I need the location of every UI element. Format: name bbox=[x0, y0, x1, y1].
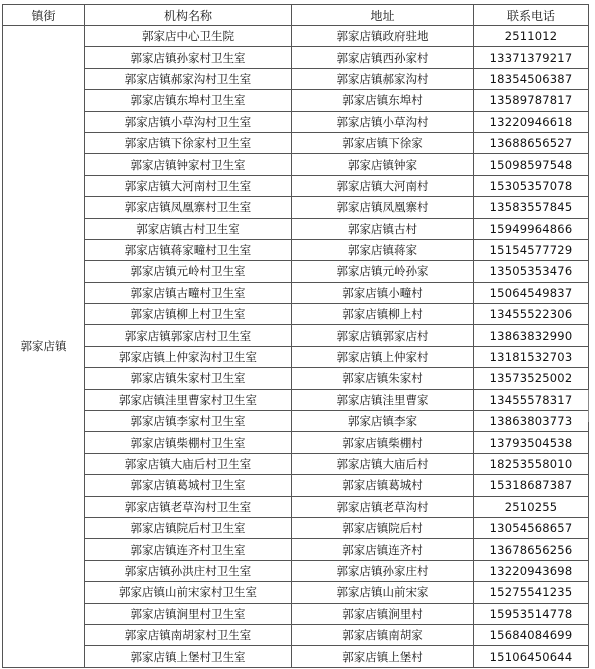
table-row bbox=[3, 646, 589, 667]
phone-cell: 15318687387 bbox=[474, 475, 589, 496]
institution-name-cell: 郭家店镇李家村卫生室 bbox=[85, 411, 292, 432]
table-row bbox=[3, 475, 589, 496]
address-cell: 郭家店镇洼里曹家 bbox=[292, 389, 474, 410]
phone-cell: 15684084699 bbox=[474, 624, 589, 645]
phone-cell: 13793504538 bbox=[474, 432, 589, 453]
institution-name-cell: 郭家店镇老草沟村卫生室 bbox=[85, 496, 292, 517]
table-row bbox=[3, 154, 589, 175]
address-cell: 郭家店镇院后村 bbox=[292, 517, 474, 538]
phone-cell: 13678656256 bbox=[474, 539, 589, 560]
institution-name-cell: 郭家店镇柴棚村卫生室 bbox=[85, 432, 292, 453]
address-cell: 郭家店镇小草沟村 bbox=[292, 111, 474, 132]
phone-cell: 2510255 bbox=[474, 496, 589, 517]
phone-cell: 18253558010 bbox=[474, 453, 589, 474]
institution-name-cell: 郭家店镇下徐家村卫生室 bbox=[85, 132, 292, 153]
address-cell: 郭家店镇老草沟村 bbox=[292, 496, 474, 517]
address-cell: 郭家店镇涧里村 bbox=[292, 603, 474, 624]
table-row bbox=[3, 432, 589, 453]
header-phone: 联系电话 bbox=[474, 5, 589, 26]
phone-cell: 13589787817 bbox=[474, 90, 589, 111]
phone-cell: 13688656527 bbox=[474, 132, 589, 153]
address-cell: 郭家店镇大河南村 bbox=[292, 175, 474, 196]
clinic-directory-table bbox=[2, 4, 589, 668]
phone-cell: 15305357078 bbox=[474, 175, 589, 196]
address-cell: 郭家店镇柴棚村 bbox=[292, 432, 474, 453]
institution-name-cell: 郭家店镇朱家村卫生室 bbox=[85, 368, 292, 389]
table-row bbox=[3, 346, 589, 367]
address-cell: 郭家店镇元岭孙家 bbox=[292, 261, 474, 282]
table-row bbox=[3, 517, 589, 538]
phone-cell: 18354506387 bbox=[474, 68, 589, 89]
address-cell: 郭家店镇西孙家村 bbox=[292, 47, 474, 68]
table-row bbox=[3, 197, 589, 218]
address-cell: 郭家店镇山前宋家 bbox=[292, 582, 474, 603]
institution-name-cell: 郭家店镇钟家村卫生室 bbox=[85, 154, 292, 175]
phone-cell: 13583557845 bbox=[474, 197, 589, 218]
address-cell: 郭家店镇李家 bbox=[292, 411, 474, 432]
phone-cell: 15064549837 bbox=[474, 282, 589, 303]
phone-cell: 15098597548 bbox=[474, 154, 589, 175]
address-cell: 郭家店镇柳上村 bbox=[292, 304, 474, 325]
address-cell: 郭家店镇郭家店村 bbox=[292, 325, 474, 346]
table-row bbox=[3, 261, 589, 282]
phone-cell: 15106450644 bbox=[474, 646, 589, 667]
address-cell: 郭家店镇凤凰寨村 bbox=[292, 197, 474, 218]
table-row bbox=[3, 368, 589, 389]
table-row bbox=[3, 389, 589, 410]
institution-name-cell: 郭家店镇大河南村卫生室 bbox=[85, 175, 292, 196]
header-address: 地址 bbox=[292, 5, 474, 26]
institution-name-cell: 郭家店镇连齐村卫生室 bbox=[85, 539, 292, 560]
institution-name-cell: 郭家店镇郝家沟村卫生室 bbox=[85, 68, 292, 89]
table-row bbox=[3, 132, 589, 153]
address-cell: 郭家店镇东埠村 bbox=[292, 90, 474, 111]
address-cell: 郭家店镇连齐村 bbox=[292, 539, 474, 560]
address-cell: 郭家店镇郝家沟村 bbox=[292, 68, 474, 89]
address-cell: 郭家店镇政府驻地 bbox=[292, 26, 474, 47]
address-cell: 郭家店镇钟家 bbox=[292, 154, 474, 175]
header-town: 镇街 bbox=[3, 5, 85, 26]
institution-name-cell: 郭家店中心卫生院 bbox=[85, 26, 292, 47]
institution-name-cell: 郭家店镇南胡家村卫生室 bbox=[85, 624, 292, 645]
header-row bbox=[3, 5, 589, 26]
institution-name-cell: 郭家店镇元岭村卫生室 bbox=[85, 261, 292, 282]
table-row bbox=[3, 68, 589, 89]
table-row bbox=[3, 411, 589, 432]
phone-cell: 13220943698 bbox=[474, 560, 589, 581]
institution-name-cell: 郭家店镇洼里曹家村卫生室 bbox=[85, 389, 292, 410]
phone-cell: 15154577729 bbox=[474, 239, 589, 260]
phone-cell: 13505353476 bbox=[474, 261, 589, 282]
phone-cell: 13371379217 bbox=[474, 47, 589, 68]
table-row bbox=[3, 218, 589, 239]
institution-name-cell: 郭家店镇蒋家疃村卫生室 bbox=[85, 239, 292, 260]
phone-cell: 13054568657 bbox=[474, 517, 589, 538]
institution-name-cell: 郭家店镇上堡村卫生室 bbox=[85, 646, 292, 667]
table-row bbox=[3, 603, 589, 624]
table-row bbox=[3, 624, 589, 645]
table-row bbox=[3, 453, 589, 474]
header-institution-name: 机构名称 bbox=[85, 5, 292, 26]
address-cell: 郭家店镇孙家庄村 bbox=[292, 560, 474, 581]
table-row bbox=[3, 560, 589, 581]
institution-name-cell: 郭家店镇古村卫生室 bbox=[85, 218, 292, 239]
address-cell: 郭家店镇古村 bbox=[292, 218, 474, 239]
institution-name-cell: 郭家店镇上仲家沟村卫生室 bbox=[85, 346, 292, 367]
table-row bbox=[3, 539, 589, 560]
institution-name-cell: 郭家店镇涧里村卫生室 bbox=[85, 603, 292, 624]
institution-name-cell: 郭家店镇孙洪庄村卫生室 bbox=[85, 560, 292, 581]
phone-cell: 13181532703 bbox=[474, 346, 589, 367]
phone-cell: 15275541235 bbox=[474, 582, 589, 603]
table-row bbox=[3, 26, 589, 47]
institution-name-cell: 郭家店镇柳上村卫生室 bbox=[85, 304, 292, 325]
address-cell: 郭家店镇小疃村 bbox=[292, 282, 474, 303]
phone-cell: 13455522306 bbox=[474, 304, 589, 325]
institution-name-cell: 郭家店镇孙家村卫生室 bbox=[85, 47, 292, 68]
address-cell: 郭家店镇葛城村 bbox=[292, 475, 474, 496]
address-cell: 郭家店镇朱家村 bbox=[292, 368, 474, 389]
table-row bbox=[3, 496, 589, 517]
phone-cell: 13455578317 bbox=[474, 389, 589, 410]
institution-name-cell: 郭家店镇凤凰寨村卫生室 bbox=[85, 197, 292, 218]
address-cell: 郭家店镇南胡家 bbox=[292, 624, 474, 645]
table-body bbox=[3, 26, 589, 668]
town-cell: 郭家店镇 bbox=[3, 26, 85, 668]
phone-cell: 13863832990 bbox=[474, 325, 589, 346]
institution-name-cell: 郭家店镇东埠村卫生室 bbox=[85, 90, 292, 111]
institution-name-cell: 郭家店镇院后村卫生室 bbox=[85, 517, 292, 538]
phone-cell: 15949964866 bbox=[474, 218, 589, 239]
table-row bbox=[3, 325, 589, 346]
table-row bbox=[3, 111, 589, 132]
phone-cell: 13220946618 bbox=[474, 111, 589, 132]
table-row bbox=[3, 239, 589, 260]
institution-name-cell: 郭家店镇山前宋家村卫生室 bbox=[85, 582, 292, 603]
table-row bbox=[3, 47, 589, 68]
phone-cell: 2511012 bbox=[474, 26, 589, 47]
address-cell: 郭家店镇蒋家 bbox=[292, 239, 474, 260]
institution-name-cell: 郭家店镇大庙后村卫生室 bbox=[85, 453, 292, 474]
phone-cell: 13573525002 bbox=[474, 368, 589, 389]
table-row bbox=[3, 582, 589, 603]
institution-name-cell: 郭家店镇郭家店村卫生室 bbox=[85, 325, 292, 346]
edge-divider bbox=[588, 390, 589, 422]
institution-name-cell: 郭家店镇葛城村卫生室 bbox=[85, 475, 292, 496]
phone-cell: 15953514778 bbox=[474, 603, 589, 624]
address-cell: 郭家店镇上仲家村 bbox=[292, 346, 474, 367]
institution-name-cell: 郭家店镇古疃村卫生室 bbox=[85, 282, 292, 303]
table-row bbox=[3, 175, 589, 196]
address-cell: 郭家店镇大庙后村 bbox=[292, 453, 474, 474]
address-cell: 郭家店镇上堡村 bbox=[292, 646, 474, 667]
institution-name-cell: 郭家店镇小草沟村卫生室 bbox=[85, 111, 292, 132]
table-row bbox=[3, 282, 589, 303]
address-cell: 郭家店镇下徐家 bbox=[292, 132, 474, 153]
table-row bbox=[3, 304, 589, 325]
table-row bbox=[3, 90, 589, 111]
phone-cell: 13863803773 bbox=[474, 411, 589, 432]
